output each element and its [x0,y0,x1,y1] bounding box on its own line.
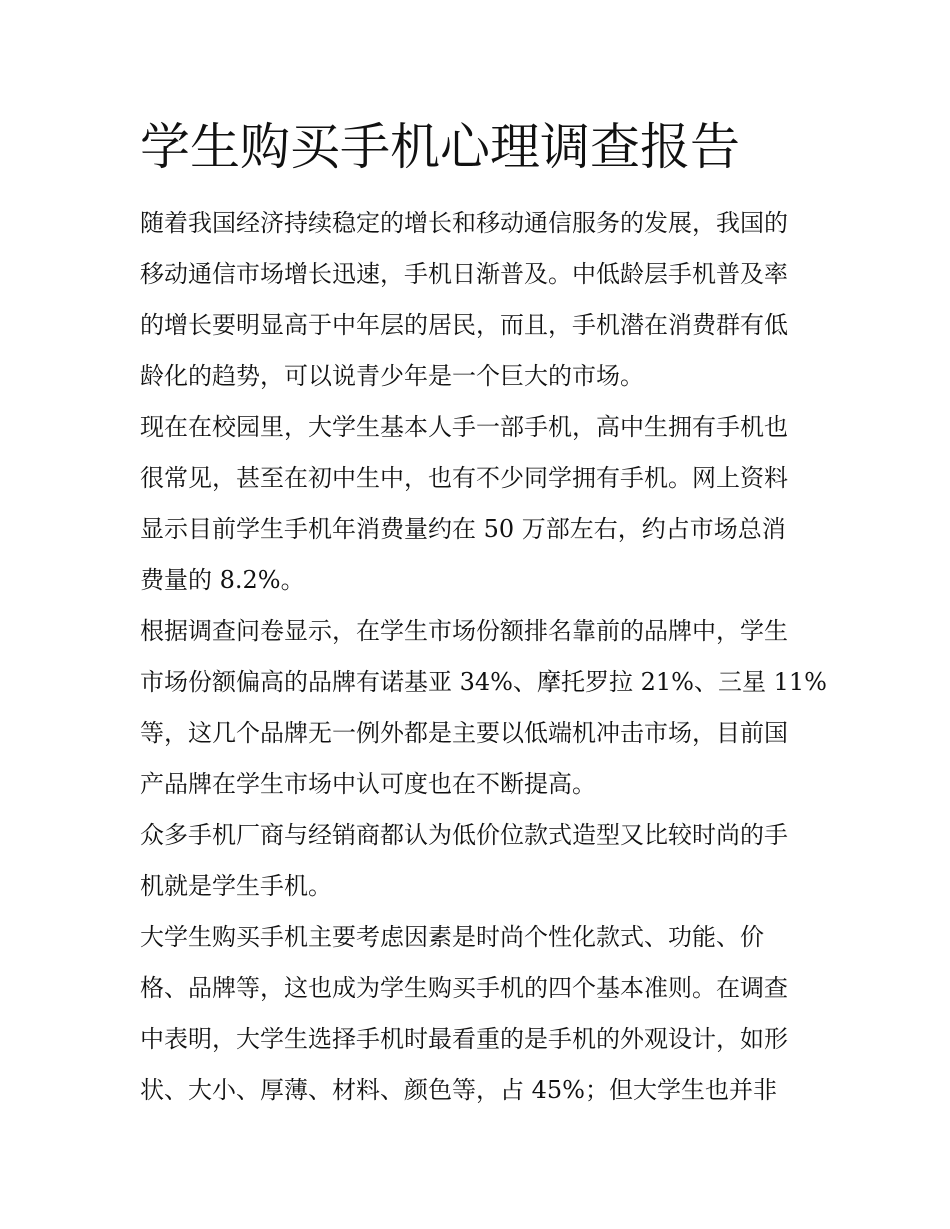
paragraph-1 [140,198,812,402]
text-line: 很常见，甚至在初中生中，也有不少同学拥有手机。网上资料 [140,464,788,492]
text-line: 根据调查问卷显示，在学生市场份额排名靠前的品牌中，学生 [140,617,788,645]
text-line: 格、品牌等，这也成为学生购买手机的四个基本准则。在调查 [140,974,788,1002]
text-line: 等，这几个品牌无一例外都是主要以低端机冲击市场，目前国 [140,719,788,747]
text-line: 大学生购买手机主要考虑因素是时尚个性化款式、功能、价 [140,923,764,951]
text-line: 随着我国经济持续稳定的增长和移动通信服务的发展，我国的 [140,209,788,237]
paragraph-2 [140,402,812,606]
text-line: 费量的 8.2%。 [140,566,305,594]
page-title: 学生购买手机心理调查报告 [140,118,740,176]
text-line: 众多手机厂商与经销商都认为低价位款式造型又比较时尚的手 [140,821,788,849]
document-body [140,198,827,1116]
paragraph-5 [140,912,812,1116]
text-line: 的增长要明显高于中年层的居民，而且，手机潜在消费群有低 [140,311,788,339]
text-line: 移动通信市场增长迅速，手机日渐普及。中低龄层手机普及率 [140,260,788,288]
text-line: 产品牌在学生市场中认可度也在不断提高。 [140,770,596,798]
paragraph-4 [140,810,812,912]
text-line: 显示目前学生手机年消费量约在 50 万部左右，约占市场总消 [140,515,786,543]
text-line: 市场份额偏高的品牌有诺基亚 34%、摩托罗拉 21%、三星 11% [140,668,827,696]
text-line: 机就是学生手机。 [140,872,332,900]
text-line: 状、大小、厚薄、材料、颜色等，占 45%；但大学生也并非 [140,1076,777,1104]
text-line: 中表明，大学生选择手机时最看重的是手机的外观设计，如形 [140,1025,788,1053]
text-line: 现在在校园里，大学生基本人手一部手机，高中生拥有手机也 [140,413,788,441]
text-line: 龄化的趋势，可以说青少年是一个巨大的市场。 [140,362,644,390]
paragraph-3 [140,606,827,810]
